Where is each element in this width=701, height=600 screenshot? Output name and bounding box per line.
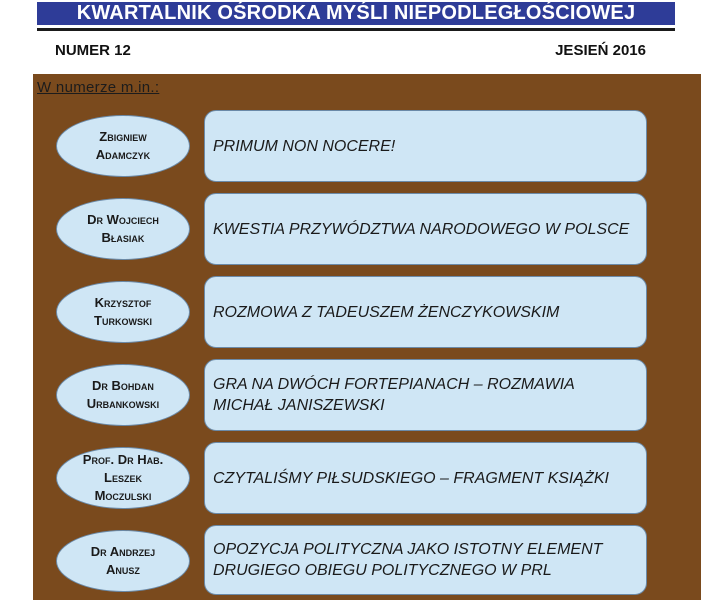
- author-name-line: Turkowski: [94, 313, 152, 328]
- author-name-line: Zbigniew: [99, 129, 147, 144]
- author-name-line: Urbankowski: [86, 396, 160, 411]
- author-name-line: Dr Bohdan: [92, 378, 154, 393]
- contents-intro: W numerze m.in.:: [37, 79, 160, 96]
- author-name-line: Moczulski: [94, 488, 152, 503]
- author-oval: [56, 198, 190, 260]
- author-name-line: Leszek: [104, 470, 142, 485]
- author-name-line: Prof. Dr Hab.: [82, 452, 164, 467]
- masthead-rule: [37, 28, 675, 31]
- article-title: GRA NA DWÓCH FORTEPIANACH – ROZMAWIA MICHAŁ JANISZEWSKI: [204, 359, 647, 431]
- author-name-line: Adamczyk: [95, 147, 151, 162]
- article-title: ROZMOWA Z TADEUSZEM ŻENCZYKOWSKIM: [204, 276, 647, 348]
- author-oval: [56, 364, 190, 426]
- author-name-line: Krzysztof: [94, 295, 152, 310]
- issue-season: JESIEŃ 2016: [555, 42, 646, 59]
- author-name-line: Anusz: [106, 562, 140, 577]
- author-oval: [56, 530, 190, 592]
- author-oval: [56, 281, 190, 343]
- author-oval: [56, 115, 190, 177]
- author-oval: [56, 447, 190, 509]
- article-title: KWESTIA PRZYWÓDZTWA NARODOWEGO W POLSCE: [204, 193, 647, 265]
- issue-number: NUMER 12: [55, 42, 131, 59]
- author-name-line: Błasiak: [101, 230, 145, 245]
- author-name-line: Dr Andrzej: [90, 544, 156, 559]
- article-title: PRIMUM NON NOCERE!: [204, 110, 647, 182]
- masthead-title: KWARTALNIK OŚRODKA MYŚLI NIEPODLEGŁOŚCIOWEJ: [37, 2, 675, 25]
- author-name-line: Dr Wojciech: [87, 212, 159, 227]
- article-title: OPOZYCJA POLITYCZNA JAKO ISTOTNY ELEMENT DRUGIEGO OBIEGU POLITYCZNEGO W PRL: [204, 525, 647, 595]
- article-title: CZYTALIŚMY PIŁSUDSKIEGO – FRAGMENT KSIĄŻKI: [204, 442, 647, 514]
